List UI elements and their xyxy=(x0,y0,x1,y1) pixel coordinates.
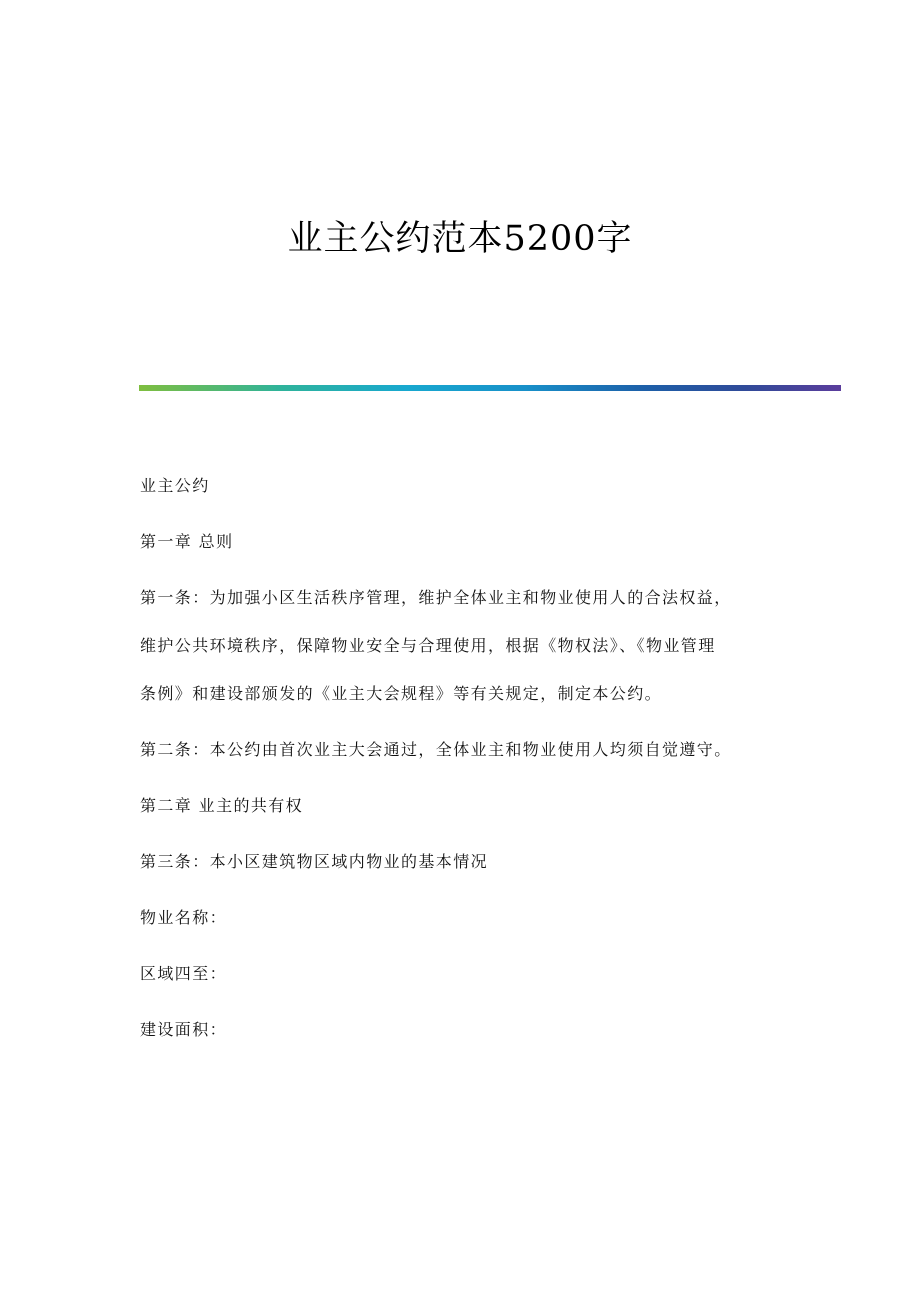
document-body xyxy=(140,462,800,1054)
field-label xyxy=(140,950,800,998)
heading-agreement xyxy=(140,462,800,510)
text-line: 第一章 总则 xyxy=(140,532,234,551)
text-line: 条例》和建设部颁发的《业主大会规程》等有关规定，制定本公约。 xyxy=(140,684,663,703)
text-line: 维护公共环境秩序，保障物业安全与合理使用，根据《物权法》、《物业管理 xyxy=(140,636,716,655)
text-line: 建设面积： xyxy=(140,1020,228,1039)
article-paragraph xyxy=(140,574,800,718)
text-line: 业主公约 xyxy=(140,476,210,495)
text-line: 第一条：为加强小区生活秩序管理，维护全体业主和物业使用人的合法权益， xyxy=(140,588,732,607)
text-line: 第二章 业主的共有权 xyxy=(140,796,304,815)
text-line: 物业名称： xyxy=(140,908,228,927)
text-line: 区域四至： xyxy=(140,964,228,983)
text-line: 第二条：本公约由首次业主大会通过，全体业主和物业使用人均须自觉遵守。 xyxy=(140,740,732,759)
field-label xyxy=(140,1006,800,1054)
chapter-heading xyxy=(140,518,800,566)
field-label xyxy=(140,894,800,942)
article-paragraph xyxy=(140,726,800,774)
article-paragraph xyxy=(140,838,800,886)
chapter-heading xyxy=(140,782,800,830)
text-line: 第三条：本小区建筑物区域内物业的基本情况 xyxy=(140,852,489,871)
title-divider xyxy=(139,385,841,391)
document-title: 业主公约范本5200字 xyxy=(287,219,633,259)
